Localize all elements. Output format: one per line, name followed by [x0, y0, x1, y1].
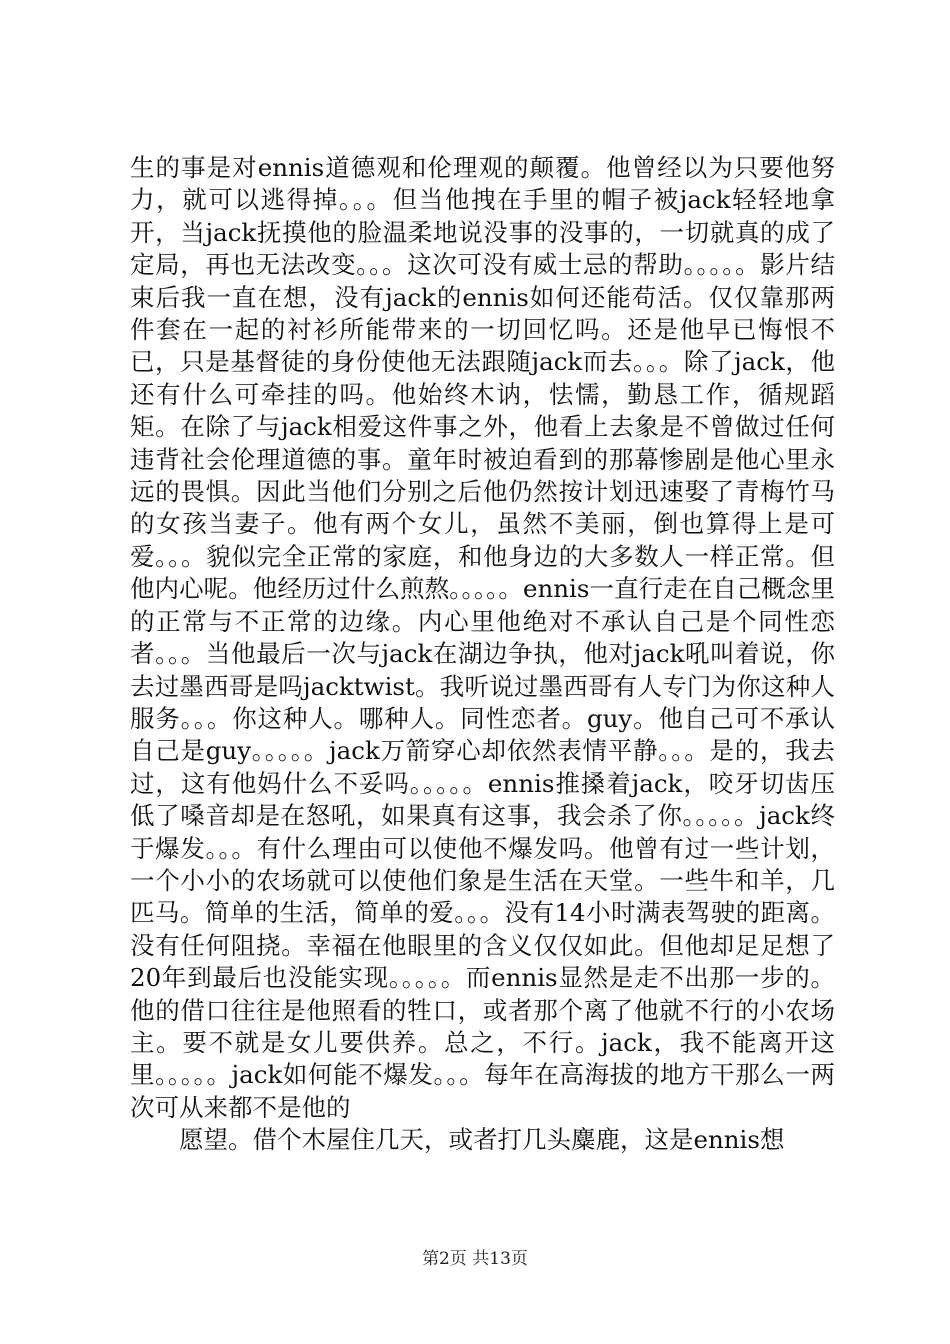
paragraph: 生的事是对ennis道德观和伦理观的颠覆。他曾经以为只要他努力，就可以逃得掉。。。但当他拽在手里的帽子被jack轻轻地拿开，当jack抚摸他的脸温柔地说没事的没事的，一切就真的成了定局，再也无法改变。。。这次可没有威士忌的帮助。。。。。影片结束后我一直在想，没有jack的ennis如何还能苟活。仅仅靠那两件套在一起的衬衫所能带来的一切回忆吗。还是他早已悔恨不已，只是基督徒的身份使他无法跟随jack而去。。。除了jack，他还有什么可牵挂的吗。他始终木讷，怯懦，勤恳工作，循规蹈矩。在除了与jack相爱这件事之外，他看上去象是不曾做过任何违背社会伦理道德的事。童年时被迫看到的那幕惨剧是他心里永远的畏惧。因此当他们分别之后他仍然按计划迅速娶了青梅竹马的女孩当妻子。他有两个女儿，虽然不美丽，倒也算得上是可爱。。。貌似完全正常的家庭，和他身边的大多数人一样正常。但他内心呢。他经历过什么煎熬。。。。。ennis一直行走在自己概念里的正常与不正常的边缘。内心里他绝对不承认自己是个同性恋者。。。当他最后一次与jack在湖边争执，他对jack吼叫着说，你去过墨西哥是吗jacktwist。我听说过墨西哥有人专门为你这种人服务。。。你这种人。哪种人。同性恋者。guy。他自己可不承认自己是guy。。。。。jack万箭穿心却依然表情平静。。。是的，我去过，这有他妈什么不妥吗。。。。。ennis推搡着jack，咬牙切齿压低了嗓音却是在怒吼，如果真有这事，我会杀了你。。。。。jack终于爆发。。。有什么理由可以使他不爆发吗。他曾有过一些计划，一个小小的农场就可以使他们象是生活在天堂。一些牛和羊，几匹马。简单的生活，简单的爱。。。没有14小时满表驾驶的距离。没有任何阻挠。幸福在他眼里的含义仅仅如此。但他却足足想了20年到最后也没能实现。。。。。而ennis显然是走不出那一步的。他的借口往往是他照看的牲口，或者那个离了他就不行的小农场主。要不就是女儿要供养。总之，不行。jack，我不能离开这里。。。。。jack如何能不爆发。。。每年在高海拔的地方干那么一两次可从来都不是他的	[130, 153, 835, 1122]
page-number: 第2页 共13页	[422, 1249, 528, 1269]
paragraph: 愿望。借个木屋住几天，或者打几头麋鹿，这是ennis想	[179, 1125, 785, 1155]
body-text	[130, 152, 835, 1157]
